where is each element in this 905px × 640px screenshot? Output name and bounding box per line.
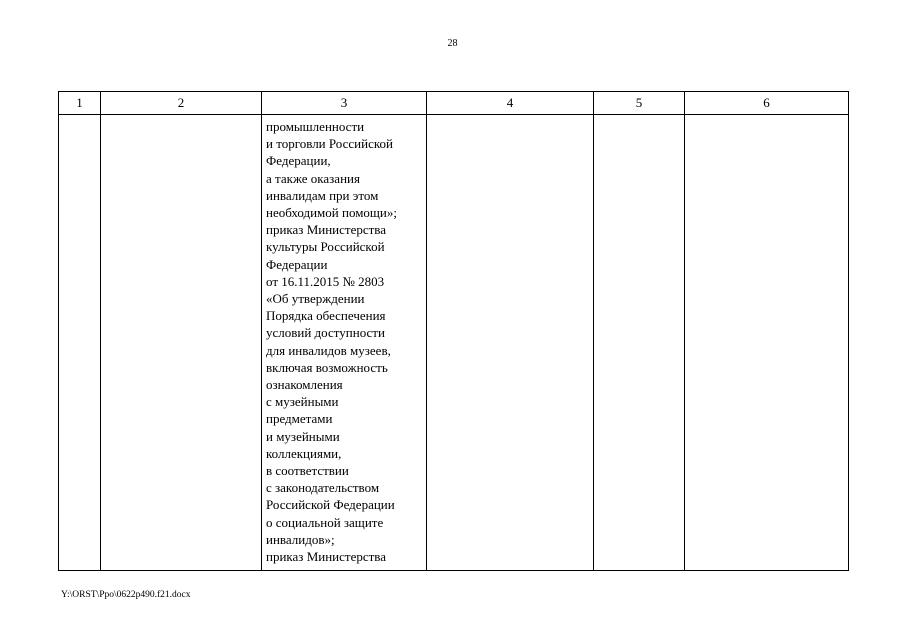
column-header-3: 3	[262, 92, 427, 115]
column-header-4: 4	[427, 92, 594, 115]
column-header-5: 5	[594, 92, 685, 115]
cell-col1-text	[59, 115, 100, 118]
cell-col5-text	[594, 115, 684, 118]
file-path-footer: Y:\ORST\Ppo\0622p490.f21.docx	[61, 590, 191, 600]
table-header-row	[59, 92, 849, 115]
column-header-6: 6	[685, 92, 849, 115]
page-number: 28	[447, 38, 458, 49]
table-row	[59, 115, 849, 571]
column-header-2: 2	[101, 92, 262, 115]
cell-col2-text	[101, 115, 261, 118]
cell-col3-text: промышленности и торговли Российской Федерации, а также оказания инвалидам при этом необходимой помощи»; приказ Министерства культуры Российской Федерации от 16.11.2015 № 2803 «Об утверждении Порядка обеспечения условий доступности для инвалидов музеев, включая возможность ознакомления с музейными предметами и музейными коллекциями, в соответствии с законодательством Российской Федерации о социальной защите инвалидов»; приказ Министерства	[266, 119, 397, 565]
document-table	[58, 91, 849, 571]
cell-col1	[59, 115, 101, 571]
cell-col4	[427, 115, 594, 571]
cell-col5	[594, 115, 685, 571]
column-header-1: 1	[59, 92, 101, 115]
cell-col2	[101, 115, 262, 571]
cell-col4-text	[427, 115, 593, 118]
cell-col3	[262, 115, 427, 571]
cell-col6	[685, 115, 849, 571]
cell-col6-text	[685, 115, 848, 118]
